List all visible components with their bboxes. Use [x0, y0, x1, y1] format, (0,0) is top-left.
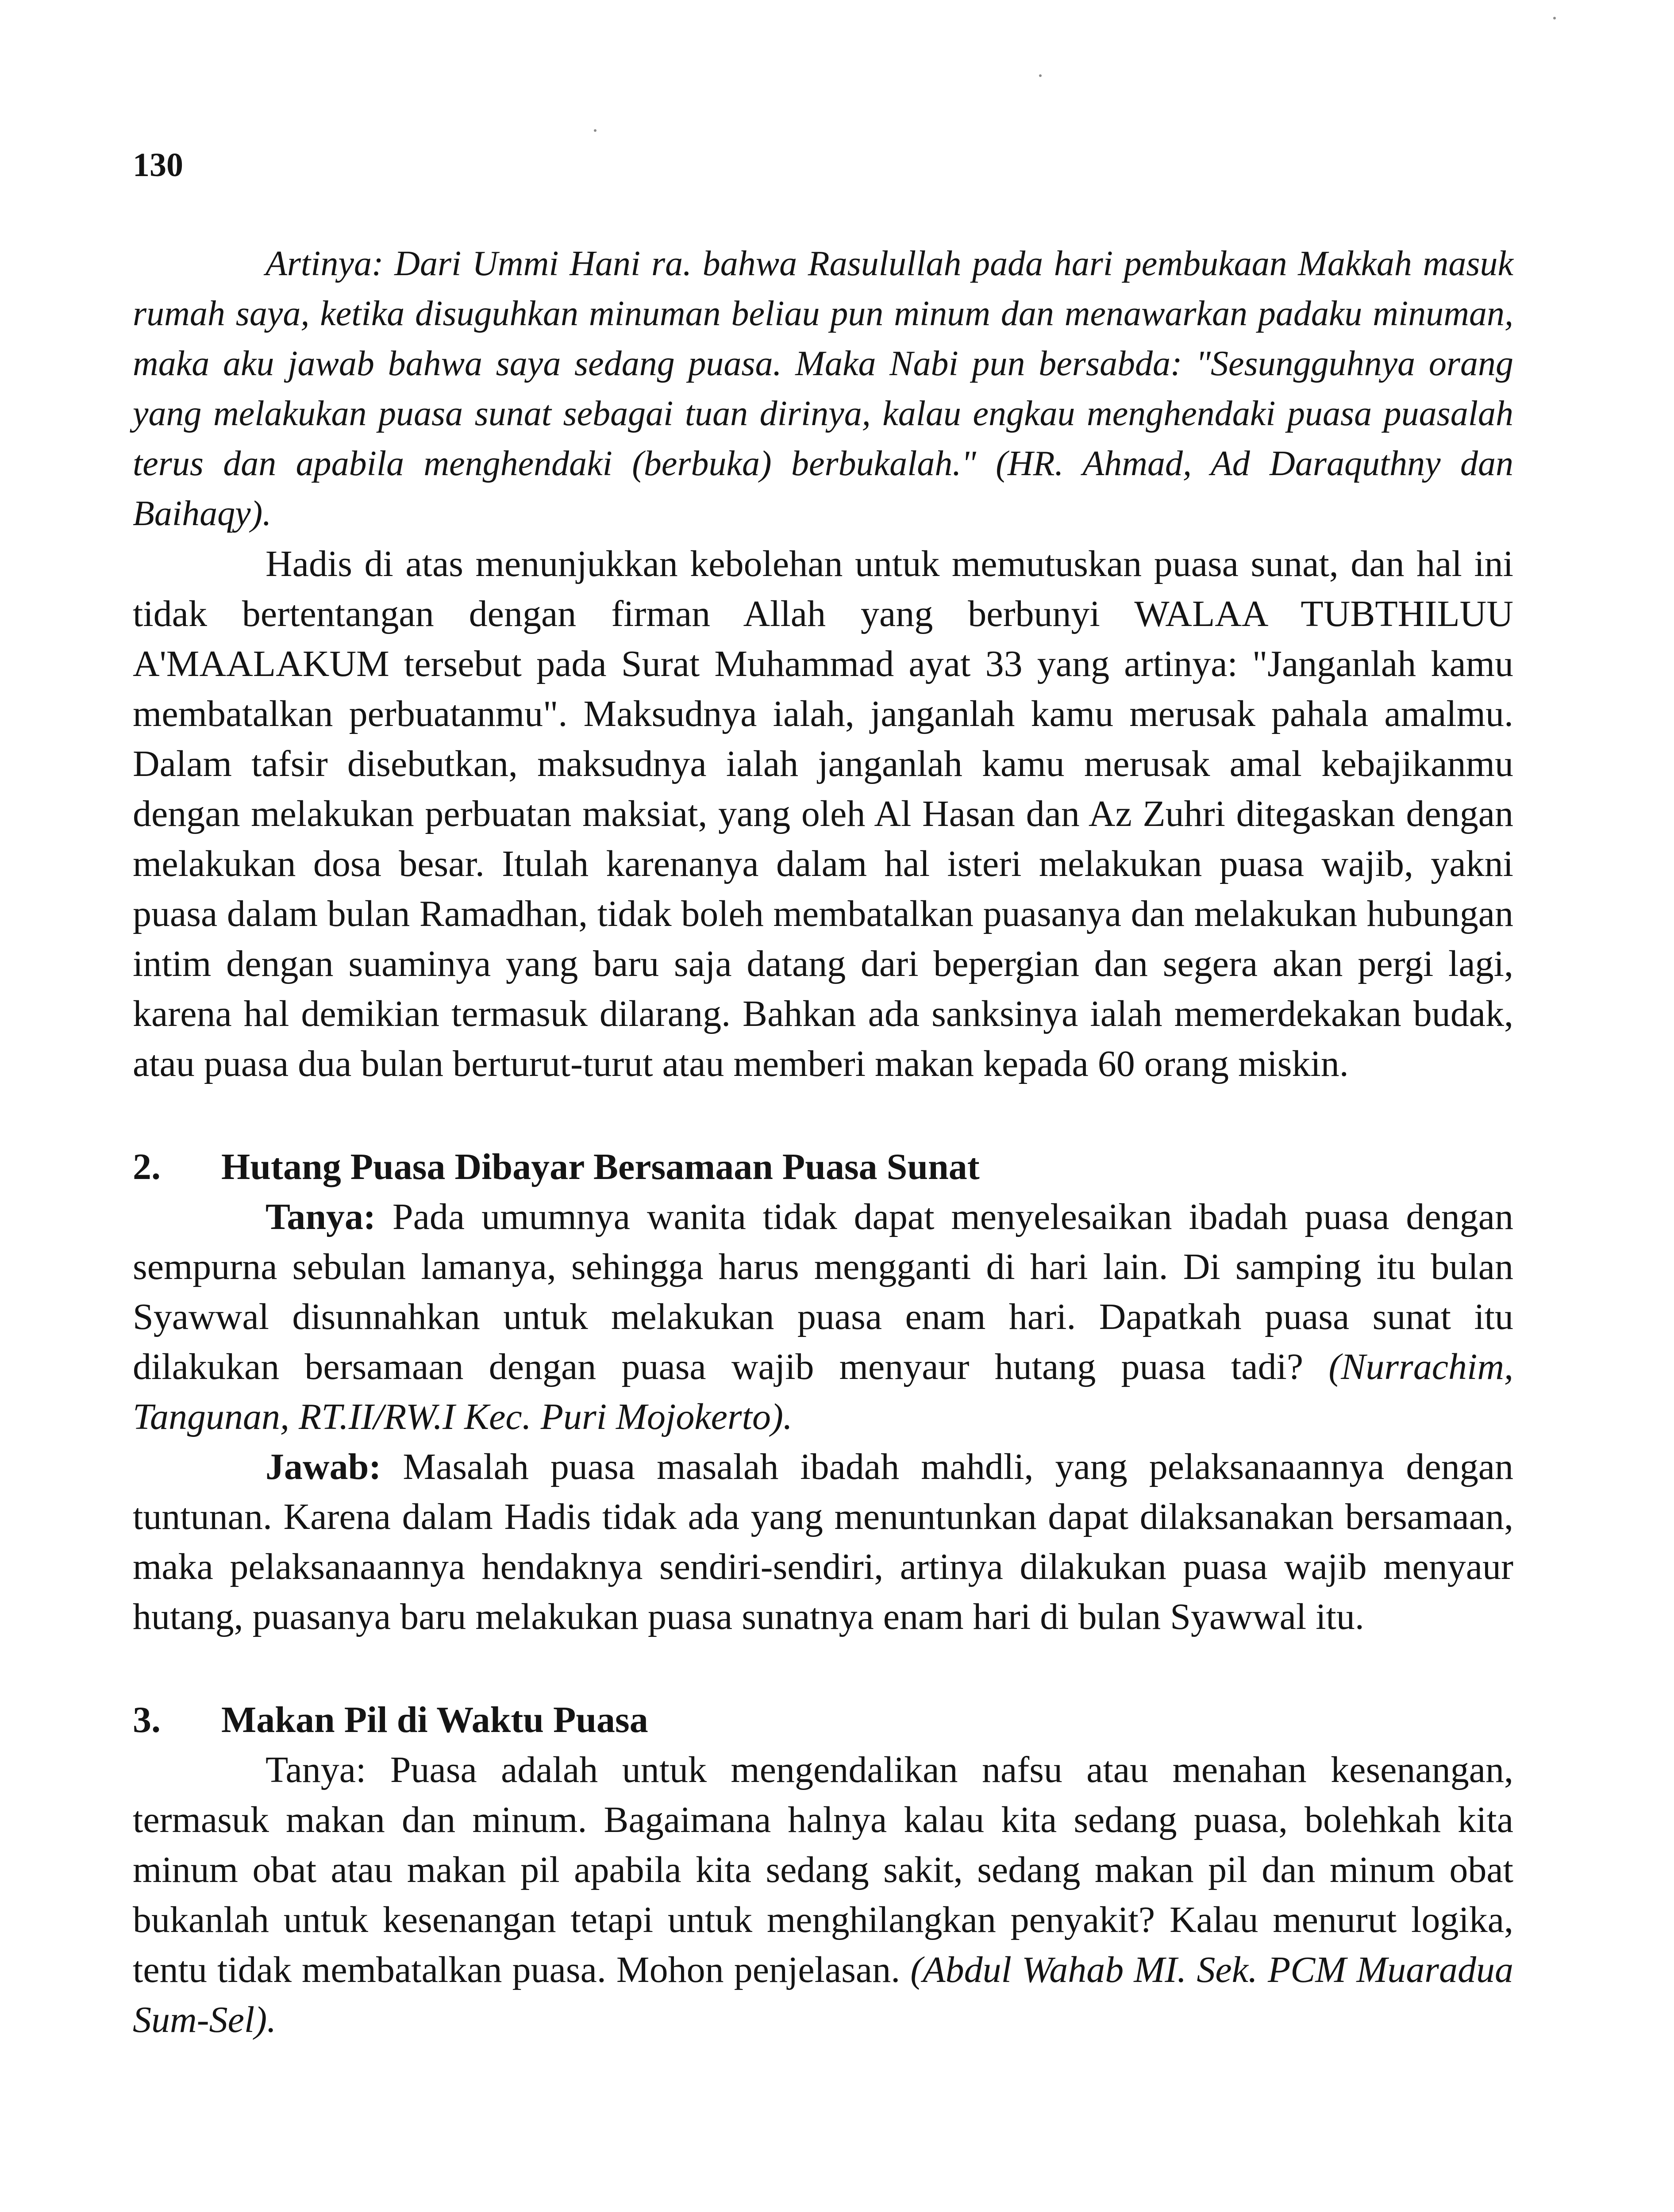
page-body [133, 239, 1513, 2045]
section-title: Makan Pil di Waktu Puasa [221, 1699, 648, 1740]
answer-text: Masalah puasa masalah ibadah mahdli, yang pelaksanaannya dengan tuntunan. Karena dalam Hadis tidak ada yang menuntunkan dapat dilaksanakan bersamaan, maka pelaksanaannya hendaknya sendiri-sendiri, artinya dilakukan puasa wajib menyaur hutang, puasanya baru melakukan puasa sunatnya enam hari di bulan Syawwal itu. [133, 1446, 1513, 1637]
section-2-answer [133, 1442, 1513, 1642]
hadith-translation: Artinya: Dari Ummi Hani ra. bahwa Rasulullah pada hari pembukaan Makkah masuk rumah saya, ketika disuguhkan minuman beliau pun minum dan menawarkan padaku minuman, maka aku jawab bahwa saya sedang puasa. Maka Nabi pun bersabda: "Sesungguhnya orang yang melakukan puasa sunat sebagai tuan dirinya, kalau engkau menghendaki puasa puasalah terus dan apabila menghendaki (berbuka) berbukalah." (HR. Ahmad, Ad Daraquthny dan Baihaqy). [133, 244, 1513, 533]
section-2-question [133, 1192, 1513, 1442]
question-label: Tanya: [266, 1196, 376, 1237]
scan-speck [1553, 17, 1556, 19]
section-number: 2. [133, 1146, 161, 1187]
scan-speck [594, 129, 596, 132]
question-text: Pada umumnya wanita tidak dapat menyelesaikan ibadah puasa dengan sempurna sebulan lamanya, sehingga harus mengganti di hari lain. Di samping itu bulan Syawwal disunnahkan untuk melakukan puasa enam hari. Dapatkah puasa sunat itu dilakukan bersamaan dengan puasa wajib menyaur hutang puasa tadi? [133, 1196, 1513, 1387]
page-number: 130 [133, 146, 183, 184]
section-title: Hutang Puasa Dibayar Bersamaan Puasa Sunat [221, 1146, 980, 1187]
answer-label: Jawab: [266, 1446, 381, 1487]
question-label: Tanya: [266, 1749, 366, 1790]
section-heading-3 [133, 1695, 1513, 1745]
section-heading-2 [133, 1142, 1513, 1192]
section-3-question [133, 1745, 1513, 2045]
question-citation: (Abdul Wahab MI. Sek. PCM Muaradua Sum-Sel). [133, 1949, 1513, 2040]
section-number: 3. [133, 1699, 161, 1740]
hadith-commentary: Hadis di atas menunjukkan kebolehan untuk memutuskan puasa sunat, dan hal ini tidak bertentangan dengan firman Allah yang berbunyi WALAA TUBTHILUU A'MAALAKUM tersebut pada Surat Muhammad ayat 33 yang artinya: "Janganlah kamu membatalkan perbuatanmu". Maksudnya ialah, janganlah kamu merusak pahala amalmu. Dalam tafsir disebutkan, maksudnya ialah janganlah kamu merusak amal kebajikanmu dengan melakukan perbuatan maksiat, yang oleh Al Hasan dan Az Zuhri ditegaskan dengan melakukan dosa besar. Itulah karenanya dalam hal isteri melakukan puasa wajib, yakni puasa dalam bulan Ramadhan, tidak boleh membatalkan puasanya dan melakukan hubungan intim dengan suaminya yang baru saja datang dari bepergian dan segera akan pergi lagi, karena hal demikian termasuk dilarang. Bahkan ada sanksinya ialah memerdekakan budak, atau puasa dua bulan berturut-turut atau memberi makan kepada 60 orang miskin. [133, 543, 1513, 1084]
scan-speck [1039, 74, 1042, 77]
question-citation: (Nurrachim, Tangunan, RT.II/RW.I Kec. Puri Mojokerto). [133, 1346, 1513, 1437]
question-text: Puasa adalah untuk mengendalikan nafsu atau menahan kesenangan, termasuk makan dan minum. Bagaimana halnya kalau kita sedang puasa, bolehkah kita minum obat atau makan pil apabila kita sedang sakit, sedang makan pil dan minum obat bukanlah untuk kesenangan tetapi untuk menghilangkan penyakit? Kalau menurut logika, tentu tidak membatalkan puasa. Mohon penjelasan. [133, 1749, 1513, 1990]
